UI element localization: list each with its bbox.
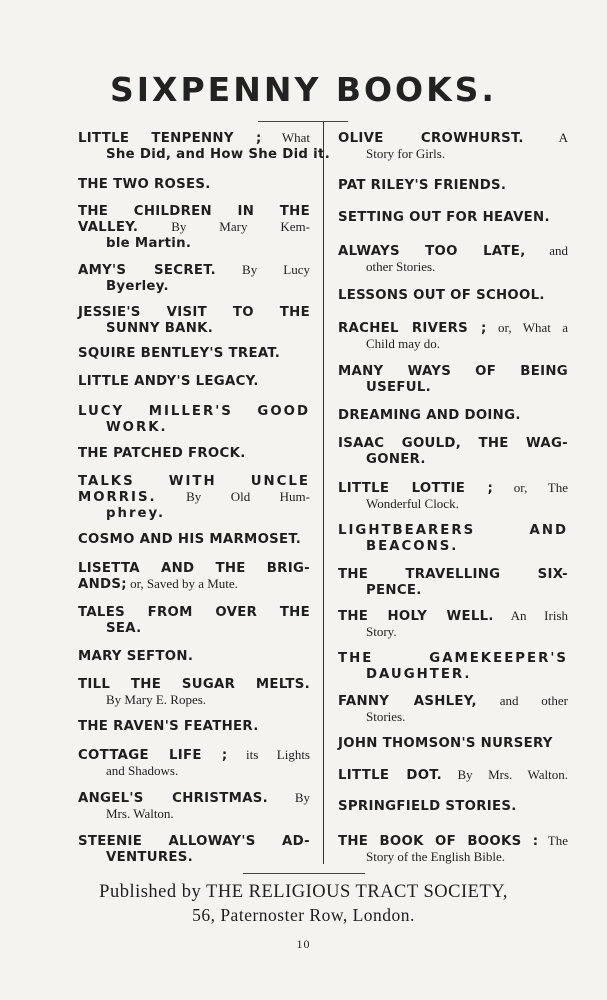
book-title-text: STEENIE ALLOWAY'S AD-: [78, 834, 310, 849]
book-subtitle-text: By Lucy: [215, 262, 310, 277]
book-entry-line: [78, 203, 310, 219]
column-divider: [323, 122, 324, 864]
book-entry: [338, 798, 568, 814]
book-title-text: OLIVE CROWHURST.: [338, 131, 524, 146]
book-entry-line: [338, 709, 568, 724]
book-entry: [78, 747, 310, 778]
book-entry-line: [78, 373, 310, 389]
book-entry: [78, 833, 310, 865]
book-subtitle-text: The: [538, 833, 568, 848]
book-entry-line: [338, 209, 568, 225]
publisher-line: Published by THE RELIGIOUS TRACT SOCIETY,: [99, 882, 508, 902]
book-title-text: BEACONS.: [366, 539, 459, 554]
book-title-text: ANGEL'S CHRISTMAS.: [78, 791, 269, 806]
book-title-text: MANY WAYS OF BEING: [338, 364, 568, 379]
book-entry: [78, 203, 310, 251]
book-entry: [338, 363, 568, 395]
book-entry-line: [338, 451, 568, 467]
book-entry-line: [338, 320, 568, 336]
book-entry-line: [338, 243, 568, 259]
book-title-text: LITTLE DOT.: [338, 768, 443, 783]
book-title-text: GONER.: [366, 452, 426, 467]
book-title-text: PAT RILEY'S FRIENDS.: [338, 178, 507, 193]
book-title-text: SUNNY BANK.: [106, 321, 214, 336]
page-title: SIXPENNY BOOKS.: [110, 70, 497, 109]
book-title-text: THE RAVEN'S FEATHER.: [78, 719, 259, 734]
book-subtitle-text: or, The: [493, 480, 568, 495]
book-entry: [338, 130, 568, 161]
book-entry: [338, 243, 568, 274]
book-entry: [338, 320, 568, 351]
book-title-text: THE TWO ROSES.: [78, 177, 211, 192]
book-subtitle-text: and: [525, 243, 568, 258]
book-subtitle-text: or, What a: [486, 320, 568, 335]
book-entry: [338, 177, 568, 193]
book-title-text: phrey.: [106, 506, 166, 521]
book-entry: [338, 522, 568, 554]
book-title-text: RACHEL RIVERS ;: [338, 321, 487, 336]
book-entry-line: [338, 798, 568, 814]
book-entry: [78, 473, 310, 521]
book-entry: [78, 176, 310, 192]
book-title-text: THE GAMEKEEPER'S: [338, 651, 568, 666]
page-number: 10: [296, 937, 311, 951]
book-entry-line: [338, 833, 568, 849]
book-subtitle-text: Story.: [366, 624, 397, 639]
book-title-text: VENTURES.: [106, 850, 194, 865]
book-entry-line: [78, 604, 310, 620]
book-subtitle-text: Story for Girls.: [366, 146, 446, 161]
book-entry-line: [78, 219, 310, 235]
book-entry: [338, 693, 568, 724]
book-entry: [338, 566, 568, 598]
book-subtitle-text: or, Saved by a Mute.: [126, 576, 238, 591]
book-title-text: VALLEY.: [78, 220, 139, 235]
book-entry-line: [338, 363, 568, 379]
book-entry-line: [338, 259, 568, 274]
book-subtitle-text: Story of the English Bible.: [366, 849, 506, 864]
book-entry-line: [78, 648, 310, 664]
book-title-text: COSMO AND HIS MARMOSET.: [78, 532, 302, 547]
book-title-text: SEA.: [106, 621, 142, 636]
book-subtitle-text: Child may do.: [366, 336, 441, 351]
book-title-text: DREAMING AND DOING.: [338, 408, 521, 423]
book-entry: [338, 767, 568, 783]
book-entry-line: [78, 692, 310, 707]
book-entry-line: [338, 538, 568, 554]
book-title-text: SPRINGFIELD STORIES.: [338, 799, 517, 814]
book-entry-line: [338, 407, 568, 423]
book-title-text: Byerley.: [106, 279, 169, 294]
book-entry-line: [78, 790, 310, 806]
book-entry-line: [78, 445, 310, 461]
book-title-text: THE BOOK OF BOOKS :: [338, 834, 539, 849]
title-rule: [258, 121, 348, 122]
book-entry: [338, 833, 568, 864]
book-title-text: TILL THE SUGAR MELTS.: [78, 677, 310, 692]
book-title-text: MORRIS.: [78, 490, 157, 505]
book-title-text: AMY'S SECRET.: [78, 263, 216, 278]
book-entry-line: [78, 620, 310, 636]
book-entry-line: [78, 833, 310, 849]
book-entry-line: [78, 419, 310, 435]
book-entry: [338, 407, 568, 423]
book-title-text: SQUIRE BENTLEY'S TREAT.: [78, 346, 281, 361]
book-entry-line: [338, 177, 568, 193]
book-entry-line: [338, 522, 568, 538]
book-entry: [338, 650, 568, 682]
book-entry-line: [78, 235, 310, 251]
book-title-text: TALES FROM OVER THE: [78, 605, 310, 620]
book-title-text: THE TRAVELLING SIX-: [338, 567, 568, 582]
book-entry: [338, 480, 568, 511]
book-title-text: LUCY MILLER'S GOOD: [78, 404, 310, 419]
book-title-text: JESSIE'S VISIT TO THE: [78, 305, 310, 320]
book-title-text: COTTAGE LIFE ;: [78, 748, 228, 763]
book-entry: [338, 735, 568, 751]
book-title-text: LESSONS OUT OF SCHOOL.: [338, 288, 545, 303]
book-entry-line: [78, 262, 310, 278]
book-title-text: MARY SEFTON.: [78, 649, 194, 664]
book-entry: [78, 445, 310, 461]
book-entry-line: [78, 146, 331, 162]
book-entry: [78, 531, 310, 547]
book-entry-line: [338, 693, 568, 709]
book-entry: [78, 718, 310, 734]
book-subtitle-text: By Mary Kem-: [138, 219, 310, 234]
book-entry-line: [338, 650, 568, 666]
book-entry: [78, 403, 310, 435]
book-entry-line: [338, 849, 568, 864]
book-entry-line: [338, 379, 568, 395]
book-title-text: ALWAYS TOO LATE,: [338, 244, 526, 259]
book-title-text: SETTING OUT FOR HEAVEN.: [338, 210, 550, 225]
book-title-text: USEFUL.: [366, 380, 431, 395]
book-entry-line: [338, 146, 568, 161]
book-entry-line: [338, 566, 568, 582]
book-entry-line: [338, 608, 568, 624]
book-title-text: JOHN THOMSON'S NURSERY: [338, 736, 553, 751]
book-entry-line: [78, 806, 310, 821]
book-subtitle-text: and Shadows.: [106, 763, 179, 778]
footer-rule: [243, 873, 365, 874]
book-title-text: ISAAC GOULD, THE WAG-: [338, 436, 568, 451]
book-entry-line: [78, 676, 310, 692]
book-entry-line: [78, 747, 310, 763]
book-entry: [78, 130, 331, 162]
book-entry-line: [338, 435, 568, 451]
book-title-text: WORK.: [106, 420, 168, 435]
book-entry: [338, 287, 568, 303]
book-entry-line: [338, 336, 568, 351]
book-entry-line: [78, 304, 310, 320]
book-title-text: LITTLE LOTTIE ;: [338, 481, 494, 496]
book-subtitle-text: its Lights: [227, 747, 310, 762]
book-entry: [338, 435, 568, 467]
book-title-text: THE HOLY WELL.: [338, 609, 494, 624]
book-title-text: ANDS;: [78, 577, 127, 592]
book-title-text: THE PATCHED FROCK.: [78, 446, 246, 461]
book-entry: [338, 209, 568, 225]
book-entry-line: [338, 666, 568, 682]
book-entry-line: [78, 489, 310, 505]
book-subtitle-text: Stories.: [366, 709, 406, 724]
book-title-text: DAUGHTER.: [366, 667, 472, 682]
book-entry: [78, 262, 310, 294]
book-title-text: PENCE.: [366, 583, 422, 598]
book-title-text: THE CHILDREN IN THE: [78, 204, 310, 219]
book-title-text: FANNY ASHLEY,: [338, 694, 477, 709]
book-title-text: TALKS WITH UNCLE: [78, 474, 310, 489]
book-subtitle-text: An Irish: [493, 608, 569, 623]
publisher-address: 56, Paternoster Row, London.: [192, 905, 415, 925]
book-subtitle-text: Mrs. Walton.: [106, 806, 174, 821]
book-title-text: LIGHTBEARERS AND: [338, 523, 568, 538]
book-entry-line: [338, 624, 568, 639]
book-entry-line: [78, 576, 310, 592]
book-title-text: LISETTA AND THE BRIG-: [78, 561, 310, 576]
book-title-text: LITTLE ANDY'S LEGACY.: [78, 374, 259, 389]
book-entry-line: [338, 582, 568, 598]
book-entry-line: [338, 767, 568, 783]
book-entry-line: [78, 278, 310, 294]
book-entry-line: [338, 287, 568, 303]
book-entry-line: [78, 849, 310, 865]
book-entry: [78, 304, 310, 336]
book-entry-line: [78, 345, 310, 361]
book-entry-line: [78, 403, 310, 419]
book-entry-line: [338, 496, 568, 511]
book-entry: [78, 604, 310, 636]
book-subtitle-text: Wonderful Clock.: [366, 496, 459, 511]
book-subtitle-text: other Stories.: [366, 259, 436, 274]
book-subtitle-text: and other: [476, 693, 569, 708]
book-entry: [78, 373, 310, 389]
book-entry-line: [338, 480, 568, 496]
book-entry: [78, 648, 310, 664]
book-title-text: ble Martin.: [106, 236, 192, 251]
book-title-text: She Did, and How She Did it.: [106, 147, 331, 162]
book-entry-line: [338, 130, 568, 146]
book-subtitle-text: By Mrs. Walton.: [442, 767, 569, 782]
book-title-text: LITTLE TENPENNY ;: [78, 131, 262, 146]
book-entry: [78, 345, 310, 361]
book-subtitle-text: By Old Hum-: [156, 489, 310, 504]
book-subtitle-text: By Mary E. Ropes.: [106, 692, 207, 707]
book-entry-line: [78, 531, 310, 547]
book-entry: [78, 676, 310, 707]
book-entry-line: [78, 763, 310, 778]
book-entry-line: [78, 320, 310, 336]
book-entry-line: [78, 130, 310, 146]
book-entry-line: [78, 473, 310, 489]
book-subtitle-text: What: [261, 130, 311, 145]
book-entry-line: [78, 718, 310, 734]
book-entry-line: [78, 176, 310, 192]
book-entry: [338, 608, 568, 639]
book-entry-line: [78, 505, 310, 521]
book-subtitle-text: A: [523, 130, 569, 145]
book-entry: [78, 560, 310, 592]
book-entry-line: [78, 560, 310, 576]
book-entry-line: [338, 735, 568, 751]
book-subtitle-text: By: [268, 790, 311, 805]
book-entry: [78, 790, 310, 821]
